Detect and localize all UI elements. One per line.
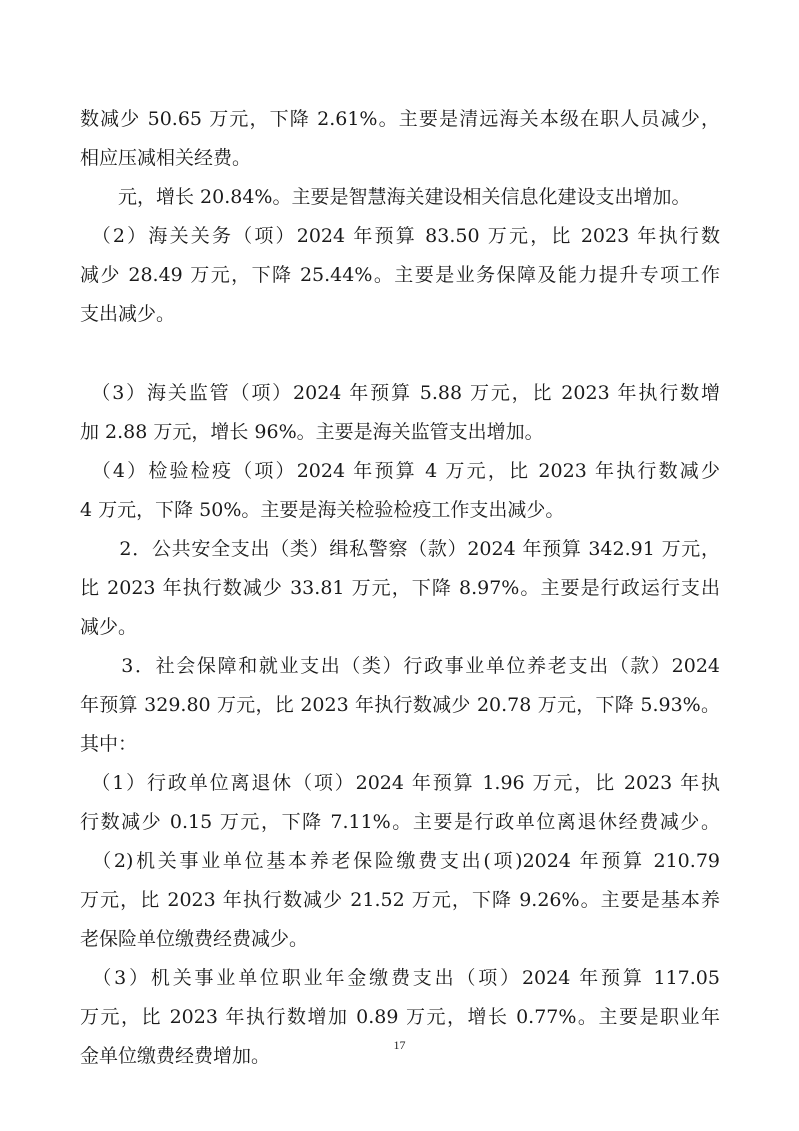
- text-line: 金单位缴费经费增加。: [80, 1045, 271, 1067]
- text-line: 3．社会保障和就业支出（类）行政事业单位养老支出（款）2024: [80, 655, 720, 677]
- text-line: （2）海关关务（项）2024 年预算 83.50 万元，比 2023 年执行数: [80, 225, 720, 247]
- text-line: 万元，比 2023 年执行数增加 0.89 万元，增长 0.77%。主要是职业年: [80, 1006, 720, 1028]
- text-line: 其中：: [80, 733, 138, 755]
- text-line: （2)机关事业单位基本养老保险缴费支出(项)2024 年预算 210.79: [80, 850, 720, 872]
- text-line: 元，增长 20.84%。主要是智慧海关建设相关信息化建设支出增加。: [80, 186, 691, 208]
- text-line: 老保险单位缴费经费减少。: [80, 928, 309, 950]
- text-line: 相应压减相关经费。: [80, 147, 252, 169]
- text-line: 支出减少。: [80, 303, 176, 325]
- text-line: 比 2023 年执行数减少 33.81 万元，下降 8.97%。主要是行政运行支出: [80, 577, 720, 599]
- text-line: （3）海关监管（项）2024 年预算 5.88 万元，比 2023 年执行数增: [80, 382, 720, 404]
- text-line: 4 万元，下降 50%。主要是海关检验检疫工作支出减少。: [80, 499, 565, 521]
- text-line: （3）机关事业单位职业年金缴费支出（项）2024 年预算 117.05: [80, 967, 720, 989]
- text-line: 年预算 329.80 万元，比 2023 年执行数减少 20.78 万元，下降 5.93%。: [80, 694, 720, 716]
- text-line: （1）行政单位离退休（项）2024 年预算 1.96 万元，比 2023 年执: [80, 772, 720, 794]
- text-line: 加 2.88 万元，增长 96%。主要是海关监管支出增加。: [80, 421, 544, 443]
- page-number: 17: [393, 1038, 406, 1052]
- text-line: 万元，比 2023 年执行数减少 21.52 万元，下降 9.26%。主要是基本养: [80, 889, 720, 911]
- text-line: （4）检验检疫（项）2024 年预算 4 万元，比 2023 年执行数减少: [80, 460, 720, 482]
- text-line: 减少 28.49 万元，下降 25.44%。主要是业务保障及能力提升专项工作: [80, 264, 720, 286]
- text-line: 行数减少 0.15 万元，下降 7.11%。主要是行政单位离退休经费减少。: [80, 811, 720, 833]
- text-body: [80, 100, 720, 1076]
- text-line: 2．公共安全支出（类）缉私警察（款）2024 年预算 342.91 万元，: [80, 538, 720, 560]
- text-line: 减少。: [80, 616, 138, 638]
- text-line: 数减少 50.65 万元，下降 2.61%。主要是清远海关本级在职人员减少，: [80, 108, 720, 130]
